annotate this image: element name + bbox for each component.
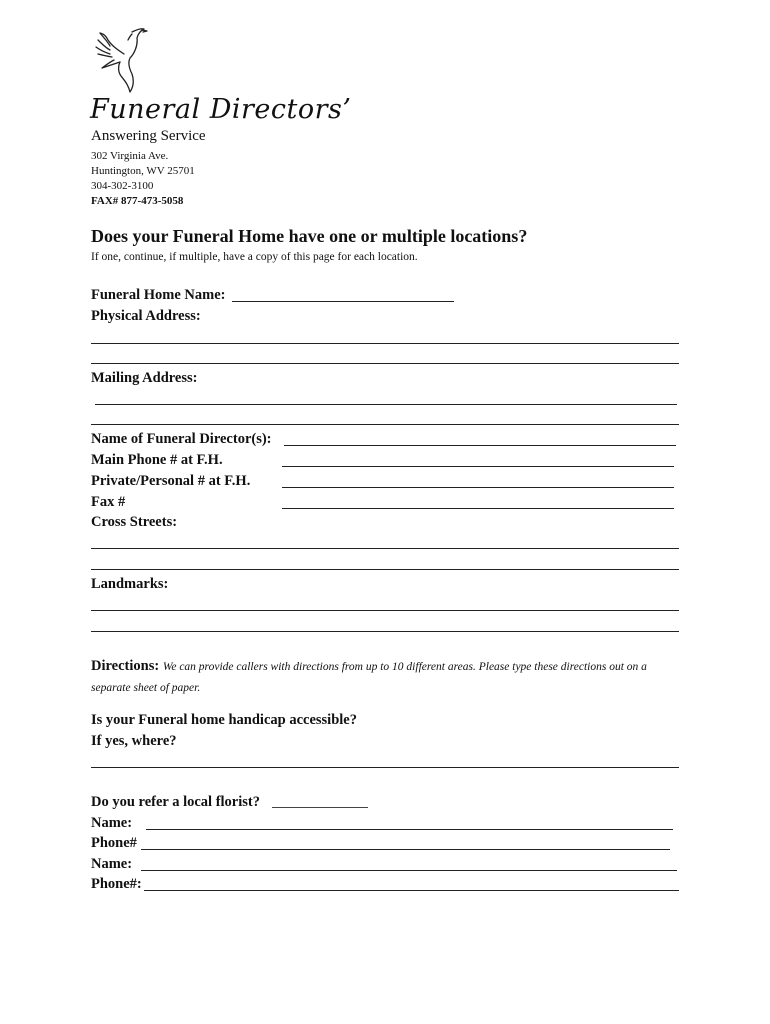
- landmarks-field-1[interactable]: [91, 610, 679, 611]
- landmarks-field-2[interactable]: [91, 631, 679, 632]
- accessibility-question: Is your Funeral home handicap accessible?: [91, 712, 357, 728]
- florist-phone-2-field[interactable]: [144, 890, 679, 891]
- mailing-address-field-2[interactable]: [91, 424, 679, 425]
- private-phone-label: Private/Personal # at F.H.: [91, 473, 251, 489]
- mailing-address-field-1[interactable]: [95, 404, 677, 405]
- address-line-2: Huntington, WV 25701: [91, 165, 195, 177]
- directions-block: [91, 656, 681, 698]
- accessibility-field[interactable]: [91, 767, 679, 768]
- brand-subtitle: Answering Service: [91, 128, 206, 144]
- locations-question: Does your Funeral Home have one or multiple locations?: [91, 226, 528, 246]
- fax-number: FAX# 877-473-5058: [91, 195, 184, 207]
- physical-address-field-1[interactable]: [91, 343, 679, 344]
- florist-phone-2-label: Phone#:: [91, 876, 142, 892]
- phone-number: 304-302-3100: [91, 180, 154, 192]
- directions-note: We can provide callers with directions from up to 10 different areas. Please type these directions out on a separate sheet of paper.: [91, 661, 647, 694]
- directions-label: Directions:: [91, 658, 160, 674]
- dove-icon: [88, 24, 160, 96]
- main-phone-label: Main Phone # at F.H.: [91, 452, 223, 468]
- florist-answer-field[interactable]: [272, 807, 368, 808]
- private-phone-field[interactable]: [282, 487, 674, 488]
- florist-phone-1-field[interactable]: [141, 849, 670, 850]
- directors-label: Name of Funeral Director(s):: [91, 431, 272, 447]
- cross-streets-label: Cross Streets:: [91, 514, 178, 530]
- fax-label: Fax #: [91, 494, 126, 510]
- mailing-address-label: Mailing Address:: [91, 370, 198, 386]
- fax-field[interactable]: [282, 508, 674, 509]
- cross-streets-field-1[interactable]: [91, 548, 679, 549]
- cross-streets-field-2[interactable]: [91, 569, 679, 570]
- florist-name-2-label: Name:: [91, 856, 133, 872]
- florist-phone-1-label: Phone#: [91, 835, 137, 851]
- florist-name-1-field[interactable]: [146, 829, 673, 830]
- physical-address-field-2[interactable]: [91, 363, 679, 364]
- directors-field[interactable]: [284, 445, 676, 446]
- accessibility-followup: If yes, where?: [91, 733, 177, 749]
- physical-address-label: Physical Address:: [91, 308, 201, 324]
- florist-name-1-label: Name:: [91, 815, 133, 831]
- brand-title: Funeral Directors’: [90, 94, 352, 125]
- florist-question: Do you refer a local florist?: [91, 794, 260, 810]
- florist-name-2-field[interactable]: [141, 870, 677, 871]
- funeral-home-name-field[interactable]: [232, 301, 454, 302]
- locations-instruction: If one, continue, if multiple, have a copy of this page for each location.: [91, 251, 418, 263]
- address-line-1: 302 Virginia Ave.: [91, 150, 169, 162]
- funeral-home-name-label: Funeral Home Name:: [91, 287, 226, 303]
- landmarks-label: Landmarks:: [91, 576, 169, 592]
- main-phone-field[interactable]: [282, 466, 674, 467]
